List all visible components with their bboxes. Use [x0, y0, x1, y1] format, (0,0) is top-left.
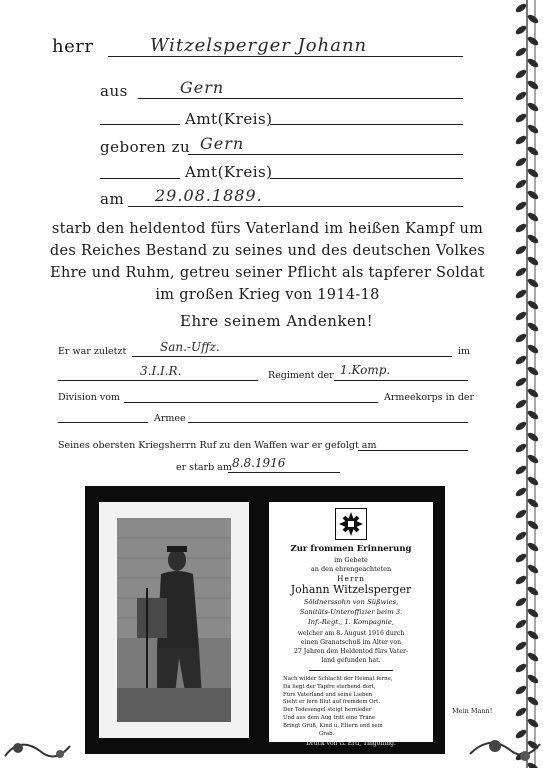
laurel-leaf	[526, 497, 539, 509]
armee-label: Armee	[154, 413, 186, 424]
laurel-leaf	[514, 662, 527, 674]
laurel-leaf	[514, 156, 527, 168]
laurel-leaf	[526, 79, 539, 91]
komp-value: 1.Komp.	[340, 363, 391, 377]
laurel-leaf	[526, 365, 539, 377]
laurel-leaf	[526, 431, 539, 443]
laurel-leaf	[514, 222, 527, 234]
laurel-leaf	[514, 2, 527, 14]
iron-cross-icon	[335, 508, 367, 540]
laurel-leaf	[514, 640, 527, 652]
amt2-line-right	[270, 178, 463, 179]
starb-label: er starb am	[176, 462, 232, 473]
main-text-line: des Reiches Bestand zu seines und des deutschen Volkes	[49, 243, 486, 259]
laurel-leaf	[526, 519, 539, 531]
er-war-label: Er war zuletzt	[58, 346, 127, 357]
laurel-leaf	[514, 68, 527, 80]
floral-border-decoration	[0, 706, 543, 768]
aus-label: aus	[100, 82, 128, 100]
regiment-label: Regiment der	[268, 370, 334, 381]
laurel-leaf	[526, 321, 539, 333]
laurel-leaf	[526, 277, 539, 289]
laurel-leaf	[514, 398, 527, 410]
er-war-line	[132, 356, 452, 357]
main-text-line: starb den heldentod fürs Vaterland im heißen Kampf um	[51, 221, 484, 237]
laurel-leaf	[514, 376, 527, 388]
verse-line: Da liegt der Tapfre sterbend dort,	[283, 683, 376, 690]
amt1-label: Amt(Kreis)	[185, 110, 273, 128]
am-line	[128, 206, 463, 207]
laurel-leaf	[514, 354, 527, 366]
laurel-leaf	[526, 343, 539, 355]
card-line-1: Zur frommen Erinnerung	[290, 544, 412, 554]
laurel-leaf	[514, 574, 527, 586]
amt2-line	[100, 178, 180, 179]
laurel-leaf	[526, 585, 539, 597]
verse-line: Grab.	[319, 730, 335, 737]
card-line-6: Söldnerssohn von Süßwies,	[303, 598, 399, 606]
verse-line: Nach wilder Schlacht der Heimat ferne,	[283, 676, 393, 682]
am-label: am	[100, 190, 125, 208]
laurel-leaf	[514, 46, 527, 58]
card-name: Johann Witzelsperger	[290, 583, 412, 596]
card-line-7: Sanitäts-Unteroffizier beim 3.	[299, 608, 403, 616]
verse-line: Bringt Grüß, Kind u. Eltern und sein	[283, 722, 383, 729]
laurel-leaf	[526, 409, 539, 421]
amt1-line-right	[270, 124, 463, 125]
kriegsherr-line	[358, 450, 468, 451]
card-divider	[309, 670, 393, 671]
laurel-leaf	[514, 420, 527, 432]
laurel-leaf	[526, 607, 539, 619]
verse-line: Fürs Vaterland und seine Lieben	[283, 691, 373, 698]
laurel-leaf	[514, 332, 527, 344]
laurel-leaf	[526, 145, 539, 157]
division-label: Division vom	[58, 392, 120, 403]
laurel-leaf	[514, 134, 527, 146]
regiment-value: 3.I.I.R.	[140, 364, 182, 378]
photo-frame	[99, 502, 249, 738]
printer-credit: Druck von G. Ertl, Tingolfing.	[306, 740, 396, 747]
side-text: Mein Mann!	[452, 707, 493, 715]
laurel-leaf	[526, 57, 539, 69]
division-line	[124, 402, 378, 403]
card-line-4: Herrn	[337, 574, 365, 583]
soldier-photo-image	[117, 518, 231, 722]
laurel-leaf	[526, 233, 539, 245]
laurel-leaf	[526, 387, 539, 399]
laurel-leaf	[514, 288, 527, 300]
laurel-leaf	[526, 475, 539, 487]
amt2-label: Amt(Kreis)	[185, 163, 273, 181]
card-line-10: einen Granatschuß im Alter von	[300, 639, 402, 646]
am-value: 29.08.1889.	[155, 186, 263, 205]
card-line-8: Inf.-Regt., 1. Kompagnie,	[307, 618, 395, 626]
laurel-leaf	[526, 299, 539, 311]
laurel-leaf	[514, 684, 527, 696]
card-line-11: 27 Jahren den Heldentod fürs Vater-	[293, 648, 409, 655]
laurel-leaf	[526, 167, 539, 179]
laurel-leaf	[514, 178, 527, 190]
armeekorps-label: Armeekorps in der	[384, 392, 475, 403]
laurel-leaf	[514, 508, 527, 520]
laurel-leaf	[526, 189, 539, 201]
laurel-leaf	[514, 552, 527, 564]
laurel-leaf	[514, 90, 527, 102]
geboren-line	[188, 154, 463, 155]
name-line	[108, 56, 463, 57]
laurel-leaf	[514, 618, 527, 630]
laurel-leaf	[526, 453, 539, 465]
laurel-leaf	[526, 211, 539, 223]
main-text-line: im großen Krieg von 1914-18	[155, 287, 380, 303]
laurel-leaf	[526, 541, 539, 553]
aus-value: Gern	[180, 78, 225, 97]
main-text-line: Ehre und Ruhm, getreu seiner Pflicht als tapferer Soldat	[50, 265, 485, 281]
laurel-leaf	[526, 255, 539, 267]
laurel-leaf	[514, 266, 527, 278]
kriegsherr-label: Seines obersten Kriegsherrn Ruf zu den Waffen war er gefolgt am	[58, 440, 377, 451]
verse-line: Der Todesengel steigt hernieder	[283, 707, 372, 714]
card-line-2: im Gebete	[334, 556, 368, 564]
laurel-leaf	[526, 563, 539, 575]
main-text-block	[40, 218, 495, 306]
laurel-leaf	[514, 112, 527, 124]
laurel-leaf	[514, 200, 527, 212]
card-line-12: land gefunden hat.	[321, 657, 381, 664]
armee-line-left	[58, 422, 148, 423]
amt1-line	[100, 124, 180, 125]
laurel-leaf	[514, 244, 527, 256]
laurel-leaf	[526, 35, 539, 47]
laurel-leaf	[526, 13, 539, 25]
laurel-border-decoration	[501, 0, 543, 768]
card-line-3: an den ehrengeachteten	[310, 565, 392, 573]
komp-line	[334, 380, 468, 381]
regiment-line	[58, 380, 258, 381]
laurel-leaf	[514, 530, 527, 542]
laurel-leaf	[526, 651, 539, 663]
geboren-value: Gern	[200, 134, 245, 153]
card-line-9: welcher am 8. August 1916 durch	[297, 630, 405, 637]
laurel-leaf	[526, 101, 539, 113]
honor-text: Ehre seinem Andenken!	[180, 312, 374, 330]
laurel-leaf	[514, 24, 527, 36]
geboren-label: geboren zu	[100, 138, 191, 156]
starb-line	[228, 472, 340, 473]
laurel-leaf	[526, 629, 539, 641]
soldier-photo	[117, 518, 231, 722]
laurel-leaf	[514, 596, 527, 608]
aus-line	[138, 98, 463, 99]
laurel-leaf	[526, 123, 539, 135]
starb-value: 8.8.1916	[232, 456, 286, 470]
im-label: im	[458, 346, 471, 357]
laurel-leaf	[514, 310, 527, 322]
verse-line: Sieht er fern Blut auf fremdem Ort.	[283, 699, 381, 706]
laurel-leaf	[514, 442, 527, 454]
laurel-leaf	[514, 486, 527, 498]
name-value: Witzelsperger Johann	[150, 35, 368, 56]
herr-label: herr	[52, 36, 94, 57]
verse-line: Und aus dem Aug tritt eine Träne	[283, 715, 376, 721]
armee-line	[188, 422, 468, 423]
laurel-leaf	[526, 673, 539, 685]
er-war-value: San.-Uffz.	[160, 340, 220, 354]
laurel-leaf	[514, 464, 527, 476]
